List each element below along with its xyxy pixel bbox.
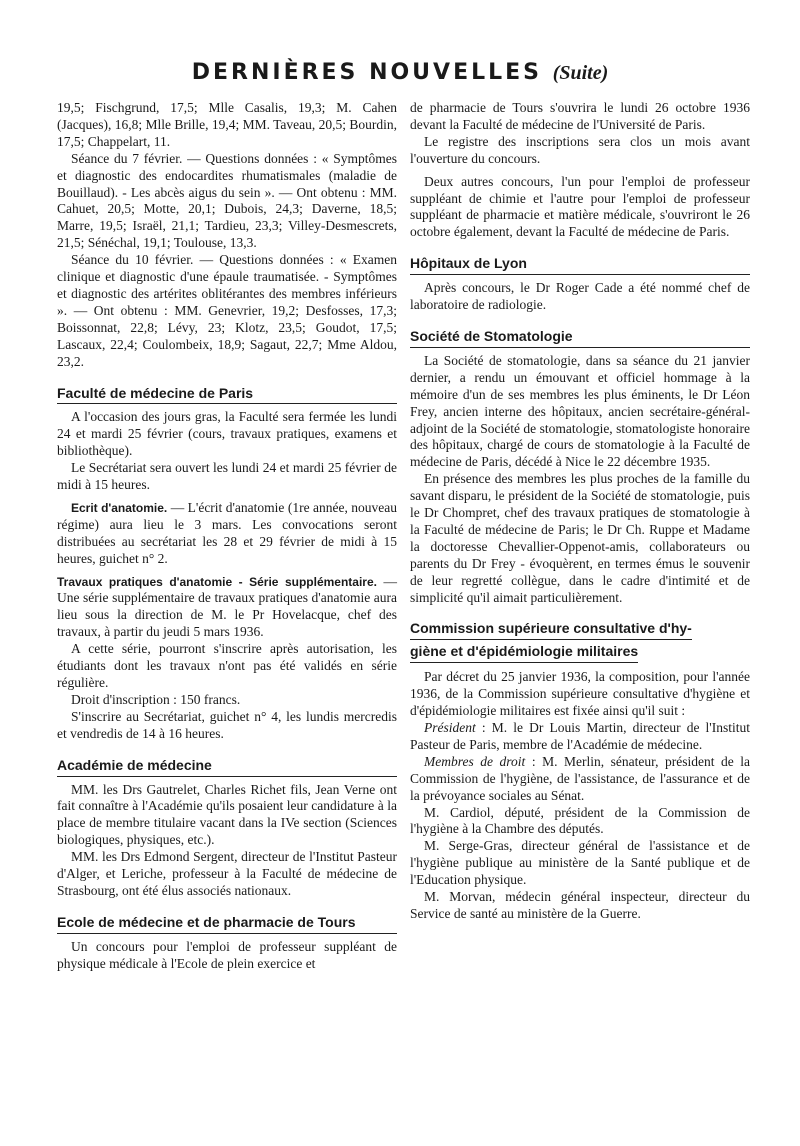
right-column xyxy=(410,100,750,923)
paragraph: Deux autres concours, l'un pour l'emploi de professeur suppléant de chimie et l'autre pour l'emploi de professeur suppléant de pharmacie et matière médicale, s'ouvriront le 26 octobre également, devant la Faculté de médecine de Paris. xyxy=(410,173,750,240)
paragraph: A l'occasion des jours gras, la Faculté sera fermée les lundi 24 et mardi 25 février (cours, travaux pratiques, examens et bibliothèque). xyxy=(57,409,397,459)
paragraph: 19,5; Fischgrund, 17,5; Mlle Casalis, 19,3; M. Cahen (Jacques), 16,8; Mlle Brille, 19,4; MM. Taveau, 20,5; Bourdin, 17,5; Chappelart, 11. xyxy=(57,100,398,149)
paragraph: Séance du 7 février. — Questions données : « Symptômes et diagnostic des endocardites rhumatismales (maladie de Bouillaud). - Les abcès aigus du sein ». — Ont obtenu : MM. Cahuet, 20,5; Motte, 20,1; Dubois, 24,3; Daverne, 18,5; Marre, 19,5; Israël, 21,1; Tardieu, 23,3; Villey-Desmescrets, 21,5; Sénéchal, 19,1; Toulouse, 13,3. xyxy=(57,150,397,251)
paragraph: Le registre des inscriptions sera clos un mois avant l'ouverture du concours. xyxy=(410,133,750,166)
left-column xyxy=(57,100,397,973)
paragraph: A cette série, pourront s'inscrire après autorisation, les étudiants dont les travaux n'ont pas été validés en série régulière. xyxy=(57,641,397,690)
section-title: Ecole de médecine et de pharmacie de Tours xyxy=(57,914,397,934)
paragraph: Membres de droit : M. Merlin, sénateur, président de la Commission de l'hygiène, de l'assistance, de l'assurance et de la prévoyance sociales au Sénat. xyxy=(410,753,751,803)
section-title: Société de Stomatologie xyxy=(410,328,750,348)
paragraph: MM. les Drs Edmond Sergent, directeur de l'Institut Pasteur d'Alger, et Leriche, professeur à la Faculté de médecine de Strasbourg, ont été élus associés nationaux. xyxy=(57,849,397,898)
section-title: Commission supérieure consultative d'hy- giène et d'épidémiologie militaires xyxy=(410,620,750,663)
paragraph: Droit d'inscription : 150 francs. xyxy=(71,691,241,707)
paragraph: Un concours pour l'emploi de professeur suppléant de physique médicale à l'Ecole de plein exercice et xyxy=(57,938,397,971)
header-title: DERNIÈRES NOUVELLES xyxy=(191,60,543,85)
paragraph: Après concours, le Dr Roger Cade a été nommé chef de laboratoire de radiologie. xyxy=(410,280,750,313)
section-title: Faculté de médecine de Paris xyxy=(57,385,397,405)
paragraph: MM. les Drs Gautrelet, Charles Richet fils, Jean Verne ont fait connaître à l'Académie qu'ils posaient leur candidature à la place de membre titulaire vacant dans la IVe section (Sciences biologiques, physiques, etc.). xyxy=(57,781,397,848)
subheading: Membres de droit xyxy=(424,753,526,769)
paragraph: Président : M. le Dr Louis Martin, directeur de l'Institut Pasteur de Paris, membre de l'Académie de médecine. xyxy=(410,720,750,752)
paragraph: M. Serge-Gras, directeur général de l'assistance et de l'hygiène publique au ministère de la Santé publique et de l'Education physique. xyxy=(410,838,750,888)
paragraph: Ecrit d'anatomie. — L'écrit d'anatomie (1re année, nouveau régime) aura lieu le 3 mars. Les convocations seront distribuées au secrétariat les 28 et 29 février de midi à 15 heures, guichet n° 2. xyxy=(57,499,398,566)
section-title: Hôpitaux de Lyon xyxy=(410,255,750,275)
subheading: Travaux pratiques d'anatomie - Série supplémentaire. xyxy=(57,574,377,589)
paragraph: La Société de stomatologie, dans sa séance du 21 janvier dernier, a rendu un émouvant et officiel hommage à la mémoire d'un de ses membres les plus éminents, le Dr Léon Frey, ancien interne des hôpitaux, ancien secrétaire-général-adjoint de la Société de stomatologie, stomatologiste honoraire des hôpitaux, chargé de cours de stomatologie à la Faculté de médecine de Paris, décédé à Nice le 22 décembre 1935. xyxy=(410,352,750,470)
paragraph: Travaux pratiques d'anatomie - Série supplémentaire. — Une série supplémentaire de travaux pratiques d'anatomie aura lieu sous la direction de M. le Pr Hovelacque, chef des travaux, à partir du jeudi 5 mars 1936. xyxy=(57,573,397,640)
paragraph: En présence des membres les plus proches de la famille du savant disparu, le président de la Société de stomatologie, puis le Dr Chompret, chef des travaux pratiques de stomatologie à la Faculté de médecine de Paris; le Dr Ch. Ruppe et Madame la doctoresse Chevallier-Oppenot-amis, collaborateurs ou parents du Dr Frey - évoquèrent, en termes émus le souvenir de leur regretté collègue, dans le cadre d'intimité et de simplicité qu'il aimait particulièrement. xyxy=(410,471,750,605)
page-header xyxy=(0,60,800,85)
paragraph: Le Secrétariat sera ouvert les lundi 24 et mardi 25 février de midi à 15 heures. xyxy=(57,460,397,493)
subheading: Président xyxy=(424,720,476,735)
paragraph: M. Morvan, médecin général inspecteur, directeur du Service de santé au ministère de la Guerre. xyxy=(410,889,750,921)
paragraph: Séance du 10 février. — Questions données : « Examen clinique et diagnostic d'une épaule traumatisée. - Symptômes et diagnostic des artérites oblitérantes des membres inférieurs ». — Ont obtenu : MM. Genevrier, 19,2; Desfosses, 17,3; Boissonnat, 22,8; Lévy, 23; Klotz, 23,5; Goudot, 17,5; Lascaux, 22,4; Coulombeix, 18,9; Sagaut, 22,7; Mme Aldou, 23,2. xyxy=(57,252,397,369)
subheading: Ecrit d'anatomie. xyxy=(71,500,168,515)
header-suite: (Suite) xyxy=(552,62,609,84)
paragraph: de pharmacie de Tours s'ouvrira le lundi 26 octobre 1936 devant la Faculté de médecine de l'Université de Paris. xyxy=(410,100,750,132)
paragraph: S'inscrire au Secrétariat, guichet n° 4, les lundis mercredis et vendredis de 14 à 16 heures. xyxy=(57,708,397,741)
section-title: Académie de médecine xyxy=(57,757,397,777)
paragraph: M. Cardiol, député, président de la Commission de l'hygiène à la Chambre des députés. xyxy=(410,804,750,837)
paragraph: Par décret du 25 janvier 1936, la composition, pour l'année 1936, de la Commission supérieure consultative d'hygiène et d'épidémiologie militaires est fixée ainsi qu'il suit : xyxy=(410,669,750,719)
